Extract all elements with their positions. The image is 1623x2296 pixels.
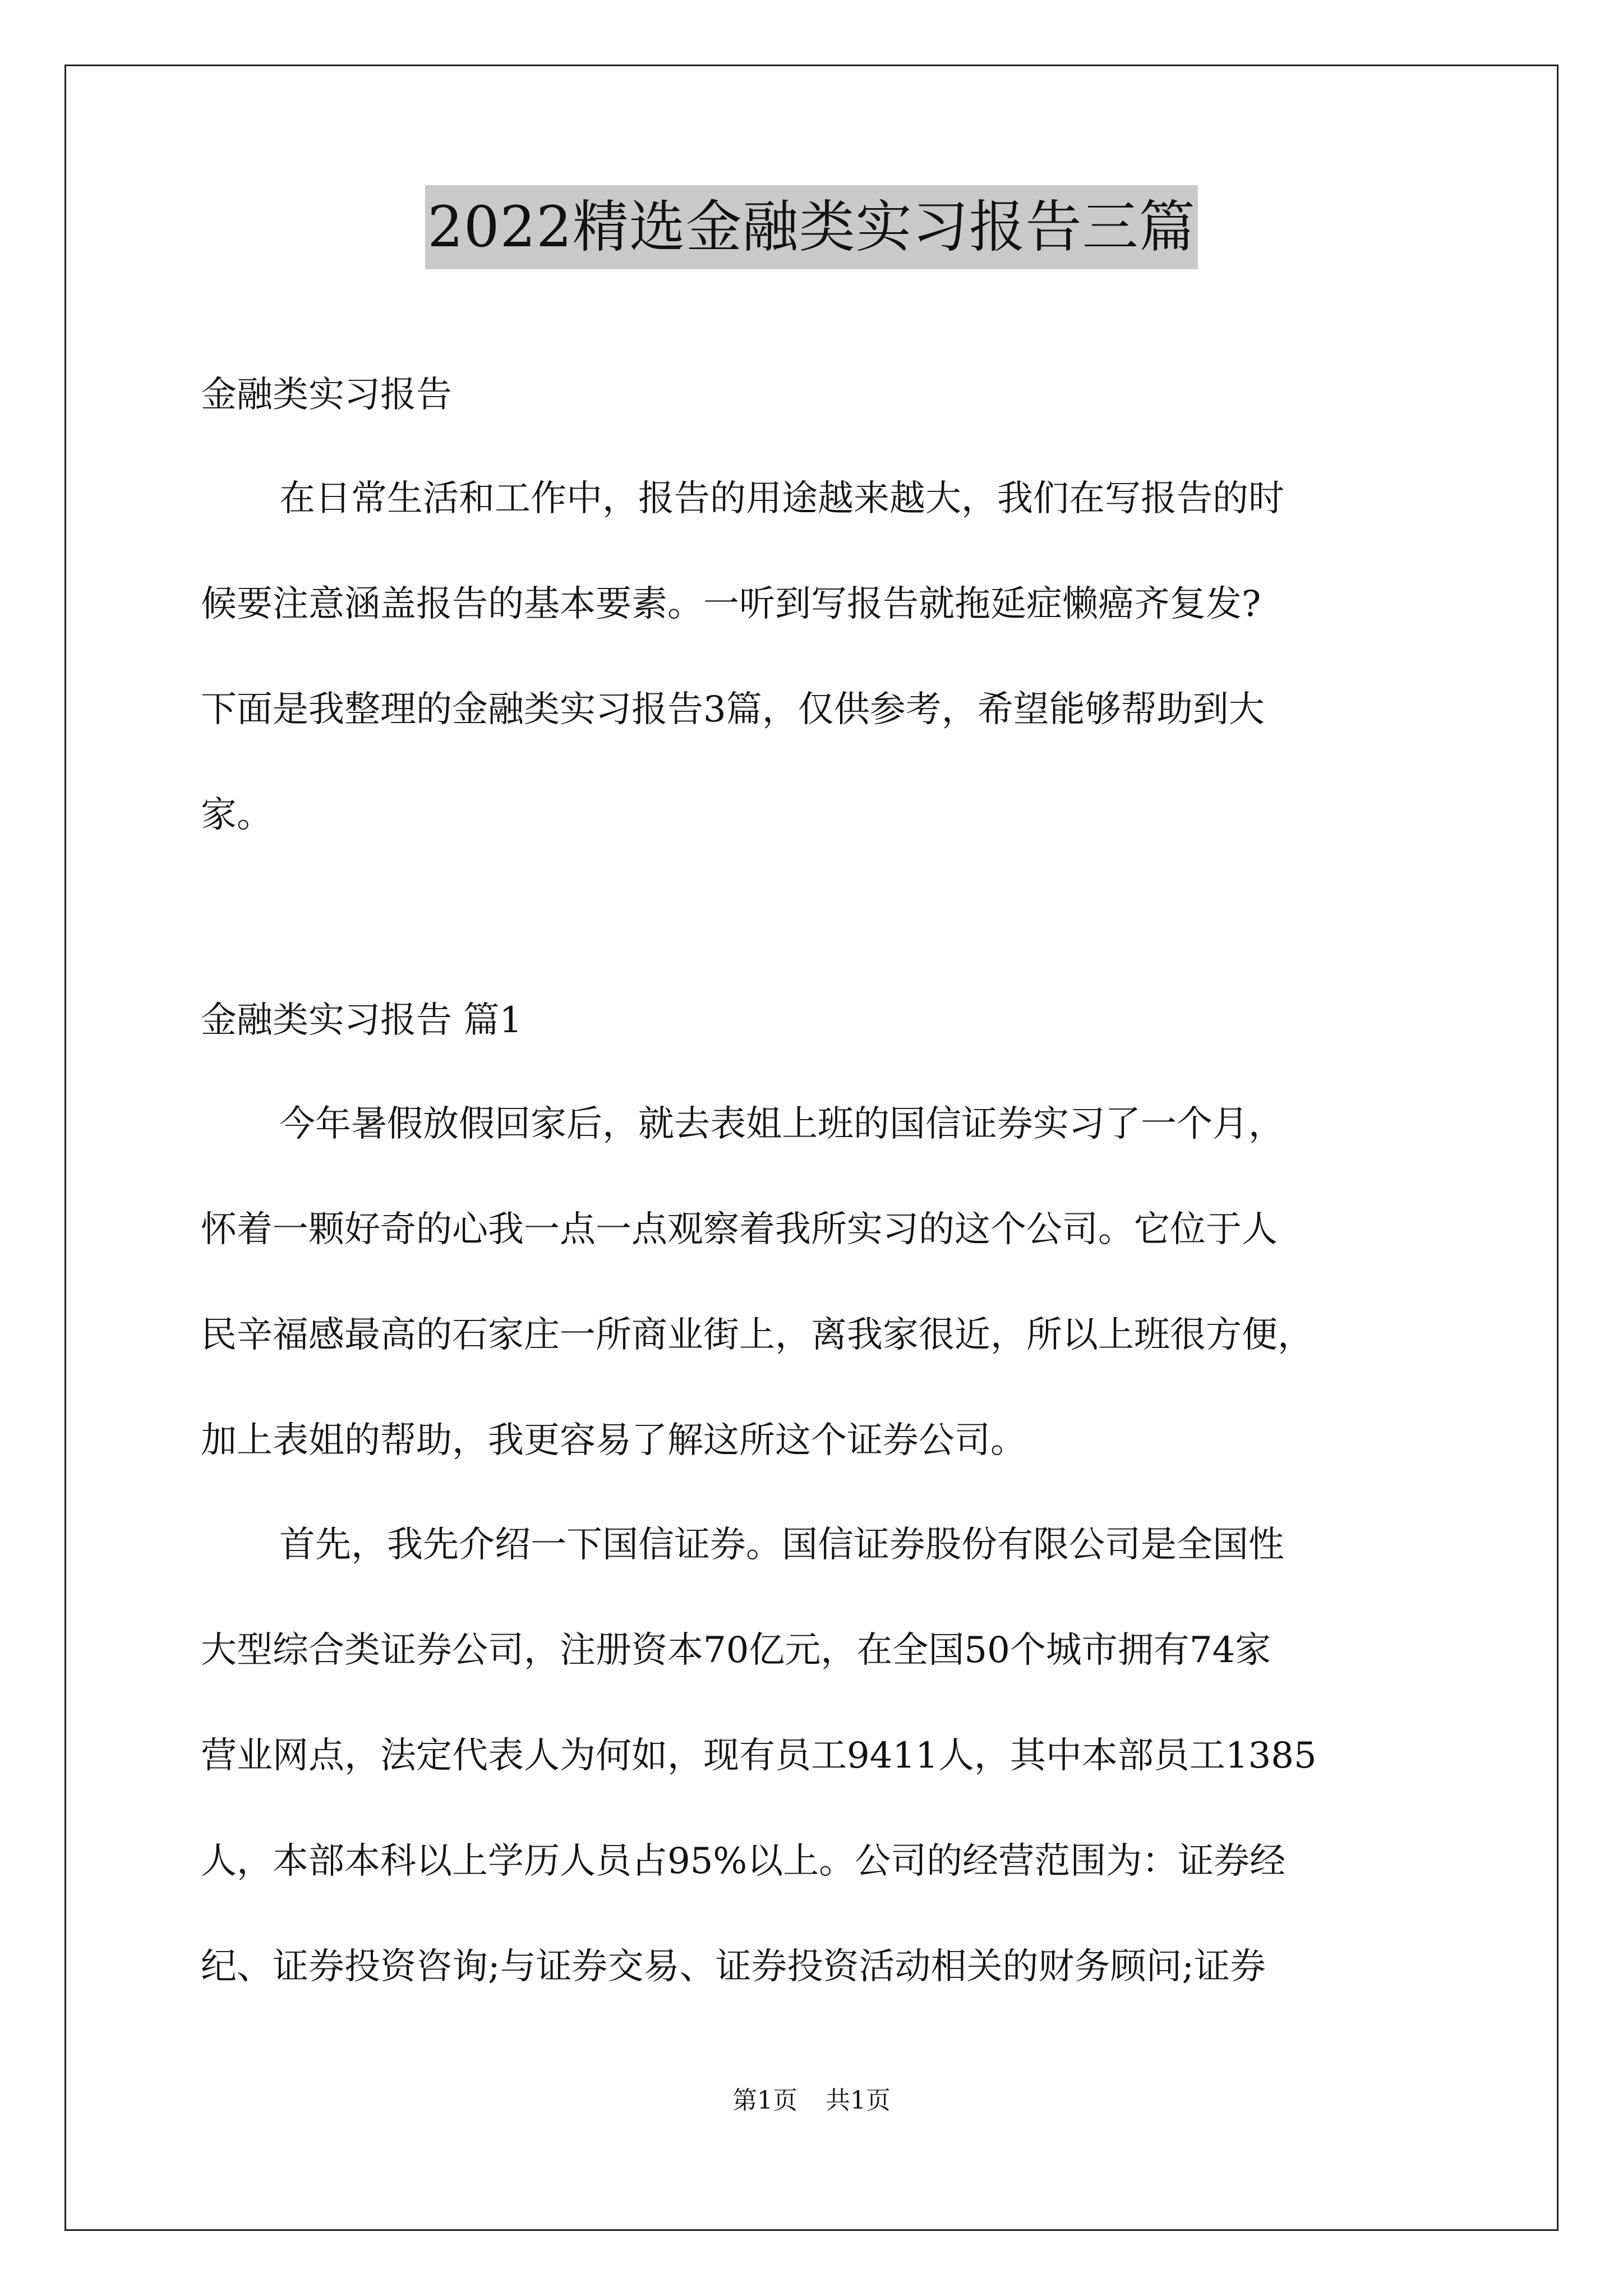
section-heading: 金融类实习报告 篇1 — [201, 1000, 523, 1041]
intro-paragraph — [201, 446, 1423, 868]
page-total: 共1页 — [826, 2086, 891, 2115]
intro-line: 候要注意涵盖报告的基本要素。一听到写报告就拖延症懒癌齐复发? — [201, 583, 1261, 625]
page-number: 第1页 — [732, 2086, 797, 2115]
page-footer — [0, 2084, 1623, 2118]
paragraph-line: 今年暑假放假回家后，就去表姐上班的国信证券实习了一个月， — [279, 1103, 1284, 1145]
paragraph-line: 首先，我先介绍一下国信证券。国信证券股份有限公司是全国性 — [279, 1524, 1284, 1566]
paragraph-line: 营业网点，法定代表人为何如，现有员工9411人，其中本部员工1385 — [201, 1735, 1317, 1777]
paragraph-line: 怀着一颗好奇的心我一点一点观察着我所实习的这个公司。它位于人 — [201, 1209, 1278, 1250]
paragraph-line: 加上表姐的帮助，我更容易了解这所这个证券公司。 — [201, 1420, 1026, 1461]
body-paragraph-1 — [201, 1071, 1423, 1493]
paragraph-line: 纪、证券投资咨询;与证券交易、证券投资活动相关的财务顾问;证券 — [201, 1946, 1266, 1987]
intro-heading: 金融类实习报告 — [201, 374, 452, 416]
paragraph-line: 民辛福感最高的石家庄一所商业街上，离我家很近，所以上班很方便， — [201, 1314, 1313, 1356]
paragraph-line: 人，本部本科以上学历人员占95%以上。公司的经营范围为：证券经 — [201, 1841, 1286, 1882]
paragraph-line: 大型综合类证券公司，注册资本70亿元，在全国50个城市拥有74家 — [201, 1630, 1271, 1671]
title-container — [0, 185, 1623, 269]
intro-line: 下面是我整理的金融类实习报告3篇，仅供参考，希望能够帮助到大 — [201, 689, 1265, 730]
body-paragraph-2 — [201, 1492, 1423, 2019]
intro-line: 在日常生活和工作中，报告的用途越来越大，我们在写报告的时 — [279, 478, 1284, 519]
document-title: 2022精选金融类实习报告三篇 — [425, 185, 1198, 269]
intro-line: 家。 — [201, 794, 273, 836]
